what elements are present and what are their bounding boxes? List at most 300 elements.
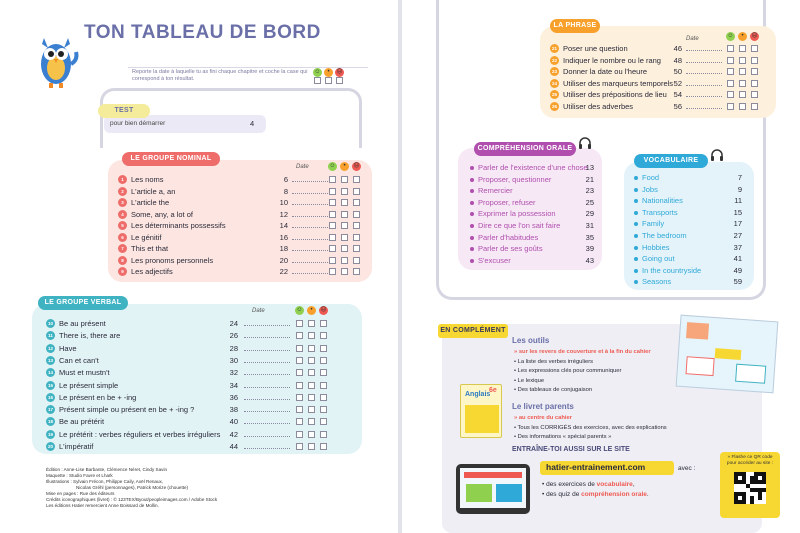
tablet-tile xyxy=(466,484,492,502)
chapter-page: 6 xyxy=(283,175,288,184)
tablet-image xyxy=(456,464,530,514)
list-row xyxy=(634,276,746,288)
date-header: Date xyxy=(296,164,309,170)
vocab-list xyxy=(634,172,746,290)
result-checkbox[interactable] xyxy=(296,369,303,376)
text-line: • La liste des verbes irréguliers xyxy=(514,358,594,365)
site-title: ENTRAÎNE-TOI AUSSI SUR LE SITE xyxy=(512,446,630,453)
result-checkbox[interactable] xyxy=(353,245,360,252)
happy-face-icon: ☺ xyxy=(314,69,321,75)
list-row xyxy=(118,266,368,278)
chapter-label: Présent simple ou présent en be + -ing ? xyxy=(59,405,195,415)
result-checkbox[interactable] xyxy=(353,268,360,275)
bullet-icon xyxy=(470,236,474,240)
site-line-1-suffix: , xyxy=(632,481,635,488)
date-field xyxy=(244,404,290,412)
chapter-number: 8 xyxy=(118,256,127,265)
site-line-2-bold: compréhension orale xyxy=(581,491,647,498)
bullet-icon xyxy=(634,188,638,192)
chapter-label: L'article a, an xyxy=(131,186,176,196)
test-section xyxy=(104,107,266,133)
result-checkbox[interactable] xyxy=(308,394,315,401)
item-page: 37 xyxy=(733,242,742,252)
result-checkbox[interactable] xyxy=(320,320,327,327)
result-checkbox[interactable] xyxy=(320,394,327,401)
text-line: » au centre du cahier xyxy=(514,415,572,421)
legend-checkbox xyxy=(314,77,321,84)
text-line: Les éditions Hatier remercient Anne Boissard de Mollin. xyxy=(46,503,159,508)
test-page: 4 xyxy=(250,119,255,128)
chapter-number: 9 xyxy=(118,267,127,276)
result-checkbox[interactable] xyxy=(341,257,348,264)
date-field xyxy=(292,266,332,274)
result-checkbox[interactable] xyxy=(341,245,348,252)
list-row xyxy=(550,55,772,67)
poster-box xyxy=(685,356,714,376)
qr-text: » Flashe ce QR code pour accéder au site : xyxy=(726,455,774,466)
bullet-icon xyxy=(470,224,474,228)
chapter-number: 5 xyxy=(118,221,127,230)
text-line: • Tous les CORRIGÉS des exercices, avec des explications xyxy=(514,424,667,431)
chapter-number: 11 xyxy=(46,331,55,340)
result-checkbox[interactable] xyxy=(353,234,360,241)
result-checkbox[interactable] xyxy=(329,245,336,252)
chapter-label: L'impératif xyxy=(59,442,94,451)
item-page: 31 xyxy=(585,221,594,230)
result-checkbox[interactable] xyxy=(308,406,315,413)
result-checkbox[interactable] xyxy=(739,57,746,64)
result-checkbox[interactable] xyxy=(308,443,315,450)
item-label: Family xyxy=(642,219,665,229)
result-checkbox[interactable] xyxy=(320,357,327,364)
list-row xyxy=(118,209,368,221)
list-row xyxy=(550,66,772,78)
result-checkbox[interactable] xyxy=(727,45,734,52)
list-row xyxy=(118,197,368,209)
result-checkbox[interactable] xyxy=(329,176,336,183)
date-field xyxy=(686,89,722,97)
happy-face-icon: ☺ xyxy=(727,33,734,39)
list-row xyxy=(470,162,598,174)
chapter-page: 32 xyxy=(229,368,238,378)
result-checkbox[interactable] xyxy=(308,369,315,376)
vocab-title: VOCABULAIRE xyxy=(634,154,708,168)
item-page: 13 xyxy=(585,163,594,172)
result-checkbox[interactable] xyxy=(320,345,327,352)
chapter-label: This et that xyxy=(131,244,169,253)
result-checkbox[interactable] xyxy=(308,357,315,364)
phrase-list xyxy=(550,43,772,115)
result-checkbox[interactable] xyxy=(751,103,758,110)
book-grade: 6e xyxy=(489,387,497,394)
result-checkbox[interactable] xyxy=(739,80,746,87)
item-page: 15 xyxy=(733,207,742,217)
date-field xyxy=(244,429,290,437)
item-label: Proposer, questionner xyxy=(478,174,552,184)
text-line: • Les expressions clés pour communiquer xyxy=(514,368,622,374)
result-checkbox[interactable] xyxy=(353,176,360,183)
result-checkbox[interactable] xyxy=(320,443,327,450)
date-field xyxy=(292,197,332,205)
result-checkbox[interactable] xyxy=(296,394,303,401)
outils-list xyxy=(514,348,684,396)
neutral-face-icon: • xyxy=(307,306,316,315)
headphones-icon xyxy=(710,148,724,162)
item-label: Going out xyxy=(642,254,675,264)
list-row xyxy=(550,101,772,113)
list-row xyxy=(470,185,598,197)
list-row xyxy=(550,89,772,101)
chapter-page: 54 xyxy=(673,90,682,99)
sad-face-icon: ☹ xyxy=(353,163,360,169)
test-label: pour bien démarrer xyxy=(110,120,166,127)
result-checkbox[interactable] xyxy=(296,320,303,327)
item-label: Transports xyxy=(642,207,678,217)
list-row xyxy=(550,43,772,55)
item-page: 9 xyxy=(737,184,742,194)
right-page xyxy=(402,0,800,533)
result-checkbox[interactable] xyxy=(353,222,360,229)
date-field xyxy=(244,318,290,326)
sad-face-icon: ☹ xyxy=(336,69,343,75)
result-checkbox[interactable] xyxy=(353,199,360,206)
result-checkbox[interactable] xyxy=(341,176,348,183)
result-checkbox[interactable] xyxy=(329,199,336,206)
bullet-icon xyxy=(634,280,638,284)
poster-photo xyxy=(686,322,709,339)
list-row xyxy=(634,172,746,184)
site-avec: avec : xyxy=(678,465,696,472)
site-url[interactable]: hatier-entrainement.com xyxy=(546,462,646,472)
chapter-number: 3 xyxy=(118,198,127,207)
item-label: Exprimer la possession xyxy=(478,209,556,219)
bullet-icon xyxy=(470,189,474,193)
chapter-page: 24 xyxy=(229,319,238,328)
chapter-page: 18 xyxy=(279,244,288,253)
date-field xyxy=(292,174,332,182)
chapter-page: 48 xyxy=(673,55,682,65)
credits xyxy=(46,467,346,509)
item-label: Parler de ses goûts xyxy=(478,244,543,254)
list-row xyxy=(46,392,346,404)
result-checkbox[interactable] xyxy=(320,431,327,438)
outils-title: Les outils xyxy=(512,336,550,345)
chapter-page: 16 xyxy=(279,232,288,242)
item-label: S'excuser xyxy=(478,255,511,265)
bullet-icon xyxy=(470,178,474,182)
verbal-list xyxy=(46,318,346,454)
list-row xyxy=(470,232,598,244)
result-checkbox[interactable] xyxy=(320,382,327,389)
poster-box xyxy=(735,364,766,384)
item-page: 29 xyxy=(585,209,594,219)
date-field xyxy=(244,343,290,351)
sad-face-icon: ☹ xyxy=(751,33,758,39)
book-illustration xyxy=(465,405,499,433)
result-checkbox[interactable] xyxy=(341,268,348,275)
result-checkbox[interactable] xyxy=(751,68,758,75)
oral-section xyxy=(458,145,602,270)
result-checkbox[interactable] xyxy=(751,45,758,52)
bullet-icon xyxy=(470,259,474,263)
result-checkbox[interactable] xyxy=(329,222,336,229)
date-field xyxy=(686,66,722,74)
chapter-number: 22 xyxy=(551,57,557,63)
site-url-box xyxy=(540,461,674,475)
chapter-number: 7 xyxy=(118,244,127,253)
result-checkbox[interactable] xyxy=(329,234,336,241)
text-line: Illustrations : Sylvain Frécon, Philippe Caily, Axël Renaux, xyxy=(46,479,164,484)
item-label: In the countryside xyxy=(642,265,702,275)
chapter-number: 20 xyxy=(47,444,53,449)
chapter-page: 36 xyxy=(229,392,238,402)
result-checkbox[interactable] xyxy=(320,332,327,339)
list-row xyxy=(470,208,598,220)
chapter-page: 28 xyxy=(229,343,238,353)
result-checkbox[interactable] xyxy=(727,80,734,87)
list-row xyxy=(634,207,746,219)
verbal-section xyxy=(32,299,362,454)
date-field xyxy=(244,330,290,338)
chapter-label: Le prétérit : verbes réguliers et verbes irréguliers xyxy=(59,429,221,439)
result-checkbox[interactable] xyxy=(739,103,746,110)
item-label: Parler de l'existence d'une chose xyxy=(478,163,588,172)
result-checkbox[interactable] xyxy=(296,332,303,339)
item-page: 43 xyxy=(585,255,594,265)
chapter-number: 23 xyxy=(551,69,557,74)
date-field xyxy=(292,209,332,217)
date-field xyxy=(292,186,332,194)
chapter-number: 16 xyxy=(47,394,53,400)
bullet-icon xyxy=(470,247,474,251)
list-row xyxy=(46,429,346,441)
list-row xyxy=(118,243,368,255)
result-checkbox[interactable] xyxy=(341,188,348,195)
date-field xyxy=(292,232,332,240)
workbook-cover xyxy=(460,384,502,438)
text-line: Édition : Anne-Lise Barbante, Clémence Néret, Cindy Savin xyxy=(46,467,168,472)
happy-face-icon: ☺ xyxy=(296,307,303,313)
oral-title: COMPRÉHENSION ORALE xyxy=(474,142,576,156)
chapter-page: 40 xyxy=(229,417,238,427)
chapter-label: Poser une question xyxy=(563,44,628,53)
chapter-number: 24 xyxy=(551,80,557,86)
result-checkbox[interactable] xyxy=(329,188,336,195)
result-checkbox[interactable] xyxy=(727,103,734,110)
result-checkbox[interactable] xyxy=(296,345,303,352)
result-checkbox[interactable] xyxy=(308,431,315,438)
result-checkbox[interactable] xyxy=(308,418,315,425)
tablet-bar xyxy=(464,472,522,478)
result-checkbox[interactable] xyxy=(353,257,360,264)
date-field xyxy=(244,367,290,375)
phrase-title: LA PHRASE xyxy=(550,19,600,33)
text-line: • Des informations « spécial parents » xyxy=(514,434,612,440)
list-row xyxy=(46,416,346,428)
result-checkbox[interactable] xyxy=(353,211,360,218)
chapter-label: Be au prétérit xyxy=(59,417,105,427)
result-checkbox[interactable] xyxy=(751,91,758,98)
bullet-icon xyxy=(470,201,474,205)
bullet-icon xyxy=(634,222,638,226)
nominal-title: LE GROUPE NOMINAL xyxy=(122,152,220,166)
legend-checkbox xyxy=(325,77,332,84)
result-checkbox[interactable] xyxy=(296,431,303,438)
item-page: 59 xyxy=(733,277,742,287)
legend-checkbox xyxy=(336,77,343,84)
result-checkbox[interactable] xyxy=(308,345,315,352)
text-line: » sur les revers de couverture et à la fin du cahier xyxy=(514,349,651,355)
site-line-2 xyxy=(542,491,649,498)
list-row xyxy=(46,318,346,330)
bullet-icon xyxy=(634,211,638,215)
chapter-page: 38 xyxy=(229,405,238,415)
chapter-number: 1 xyxy=(118,175,127,184)
result-checkbox[interactable] xyxy=(341,234,348,241)
chapter-label: Can et can't xyxy=(59,355,99,365)
item-label: Nationalities xyxy=(642,196,683,206)
result-checkbox[interactable] xyxy=(329,211,336,218)
list-row xyxy=(118,186,368,198)
chapter-label: Le présent en be + -ing xyxy=(59,392,137,402)
list-row xyxy=(46,367,346,379)
result-checkbox[interactable] xyxy=(320,369,327,376)
item-page: 49 xyxy=(733,265,742,275)
chapter-label: Utiliser des adverbes xyxy=(563,101,634,111)
result-checkbox[interactable] xyxy=(296,418,303,425)
chapter-number: 10 xyxy=(47,321,53,326)
chapter-page: 12 xyxy=(279,209,288,219)
result-checkbox[interactable] xyxy=(341,211,348,218)
livret-list xyxy=(514,414,714,443)
result-checkbox[interactable] xyxy=(739,91,746,98)
qr-code-icon[interactable] xyxy=(734,472,766,504)
chapter-label: Les déterminants possessifs xyxy=(131,221,226,230)
item-page: 17 xyxy=(733,219,742,229)
page-title: TON TABLEAU DE BORD xyxy=(84,22,321,43)
list-row xyxy=(634,184,746,196)
item-page: 21 xyxy=(585,174,594,184)
result-checkbox[interactable] xyxy=(308,320,315,327)
complement-title: EN COMPLÉMENT xyxy=(438,324,508,338)
chapter-number: 12 xyxy=(47,345,53,351)
result-checkbox[interactable] xyxy=(739,68,746,75)
neutral-face-icon: • xyxy=(324,68,333,77)
neutral-face-icon: • xyxy=(738,32,747,41)
nominal-list xyxy=(118,174,368,284)
chapter-label: Les adjectifs xyxy=(131,267,173,276)
chapter-label: Le génitif xyxy=(131,232,162,242)
chapter-label: Some, any, a lot of xyxy=(131,209,193,219)
result-checkbox[interactable] xyxy=(341,199,348,206)
livret-title: Le livret parents xyxy=(512,402,574,411)
result-checkbox[interactable] xyxy=(751,80,758,87)
text-line: Mise en pages : Rue des éditeurs xyxy=(46,491,115,496)
list-row xyxy=(634,195,746,207)
item-label: Hobbies xyxy=(642,242,670,252)
item-label: The bedroom xyxy=(642,231,687,240)
tablet-tile xyxy=(496,484,522,502)
result-checkbox[interactable] xyxy=(727,57,734,64)
result-checkbox[interactable] xyxy=(296,382,303,389)
result-checkbox[interactable] xyxy=(308,332,315,339)
chapter-label: Utiliser des prépositions de lieu xyxy=(563,90,667,99)
list-row xyxy=(118,174,368,186)
result-checkbox[interactable] xyxy=(329,268,336,275)
chapter-number: 26 xyxy=(551,103,557,109)
bullet-icon xyxy=(634,269,638,273)
chapter-page: 30 xyxy=(229,355,238,365)
chapter-page: 22 xyxy=(279,267,288,276)
chapter-label: Les pronoms personnels xyxy=(131,255,214,265)
chapter-number: 15 xyxy=(47,382,53,388)
date-field xyxy=(244,392,290,400)
bullet-icon xyxy=(634,246,638,250)
book-label: Anglais xyxy=(465,391,491,398)
result-checkbox[interactable] xyxy=(320,418,327,425)
site-line-2-suffix: . xyxy=(646,491,649,498)
result-checkbox[interactable] xyxy=(341,222,348,229)
list-row xyxy=(550,78,772,90)
result-checkbox[interactable] xyxy=(329,257,336,264)
neutral-face-icon: • xyxy=(340,162,349,171)
result-checkbox[interactable] xyxy=(296,406,303,413)
chapter-number: 19 xyxy=(47,431,53,437)
complement-section xyxy=(442,324,762,533)
result-checkbox[interactable] xyxy=(296,443,303,450)
date-field xyxy=(244,416,290,424)
result-checkbox[interactable] xyxy=(739,45,746,52)
item-page: 27 xyxy=(733,231,742,240)
item-label: Food xyxy=(642,173,660,182)
result-checkbox[interactable] xyxy=(296,357,303,364)
oral-list xyxy=(470,162,598,270)
chapter-label: Utiliser des marqueurs temporels xyxy=(563,78,674,88)
result-checkbox[interactable] xyxy=(353,188,360,195)
result-checkbox[interactable] xyxy=(727,68,734,75)
item-label: Jobs xyxy=(642,184,658,194)
chapter-page: 26 xyxy=(229,331,238,341)
item-page: 35 xyxy=(585,232,594,242)
site-line-1 xyxy=(542,481,635,488)
site-line-2-prefix: • des quiz de xyxy=(542,491,582,498)
list-row xyxy=(118,255,368,267)
item-label: Proposer, refuser xyxy=(478,197,536,207)
text-line: • Des tableaux de conjugaison xyxy=(514,387,593,393)
chapter-page: 34 xyxy=(229,380,238,390)
chapter-page: 44 xyxy=(229,442,238,451)
chapter-label: Have xyxy=(59,343,77,353)
chapter-number: 14 xyxy=(47,370,53,376)
result-checkbox[interactable] xyxy=(751,57,758,64)
result-checkbox[interactable] xyxy=(727,91,734,98)
date-field xyxy=(292,243,332,251)
left-page xyxy=(0,0,398,533)
result-checkbox[interactable] xyxy=(320,406,327,413)
chapter-label: There is, there are xyxy=(59,331,121,341)
list-row xyxy=(470,243,598,255)
bullet-icon xyxy=(634,199,638,203)
list-row xyxy=(470,174,598,186)
chapter-page: 46 xyxy=(673,44,682,53)
list-row xyxy=(634,265,746,277)
chapter-label: Donner la date ou l'heure xyxy=(563,67,647,76)
chapter-label: Les noms xyxy=(131,175,164,184)
item-page: 41 xyxy=(733,254,742,264)
result-checkbox[interactable] xyxy=(308,382,315,389)
text-line: Nicolas Gréhl (personnages), Patrick Morize (chouette) xyxy=(76,485,189,490)
list-row xyxy=(470,255,598,267)
